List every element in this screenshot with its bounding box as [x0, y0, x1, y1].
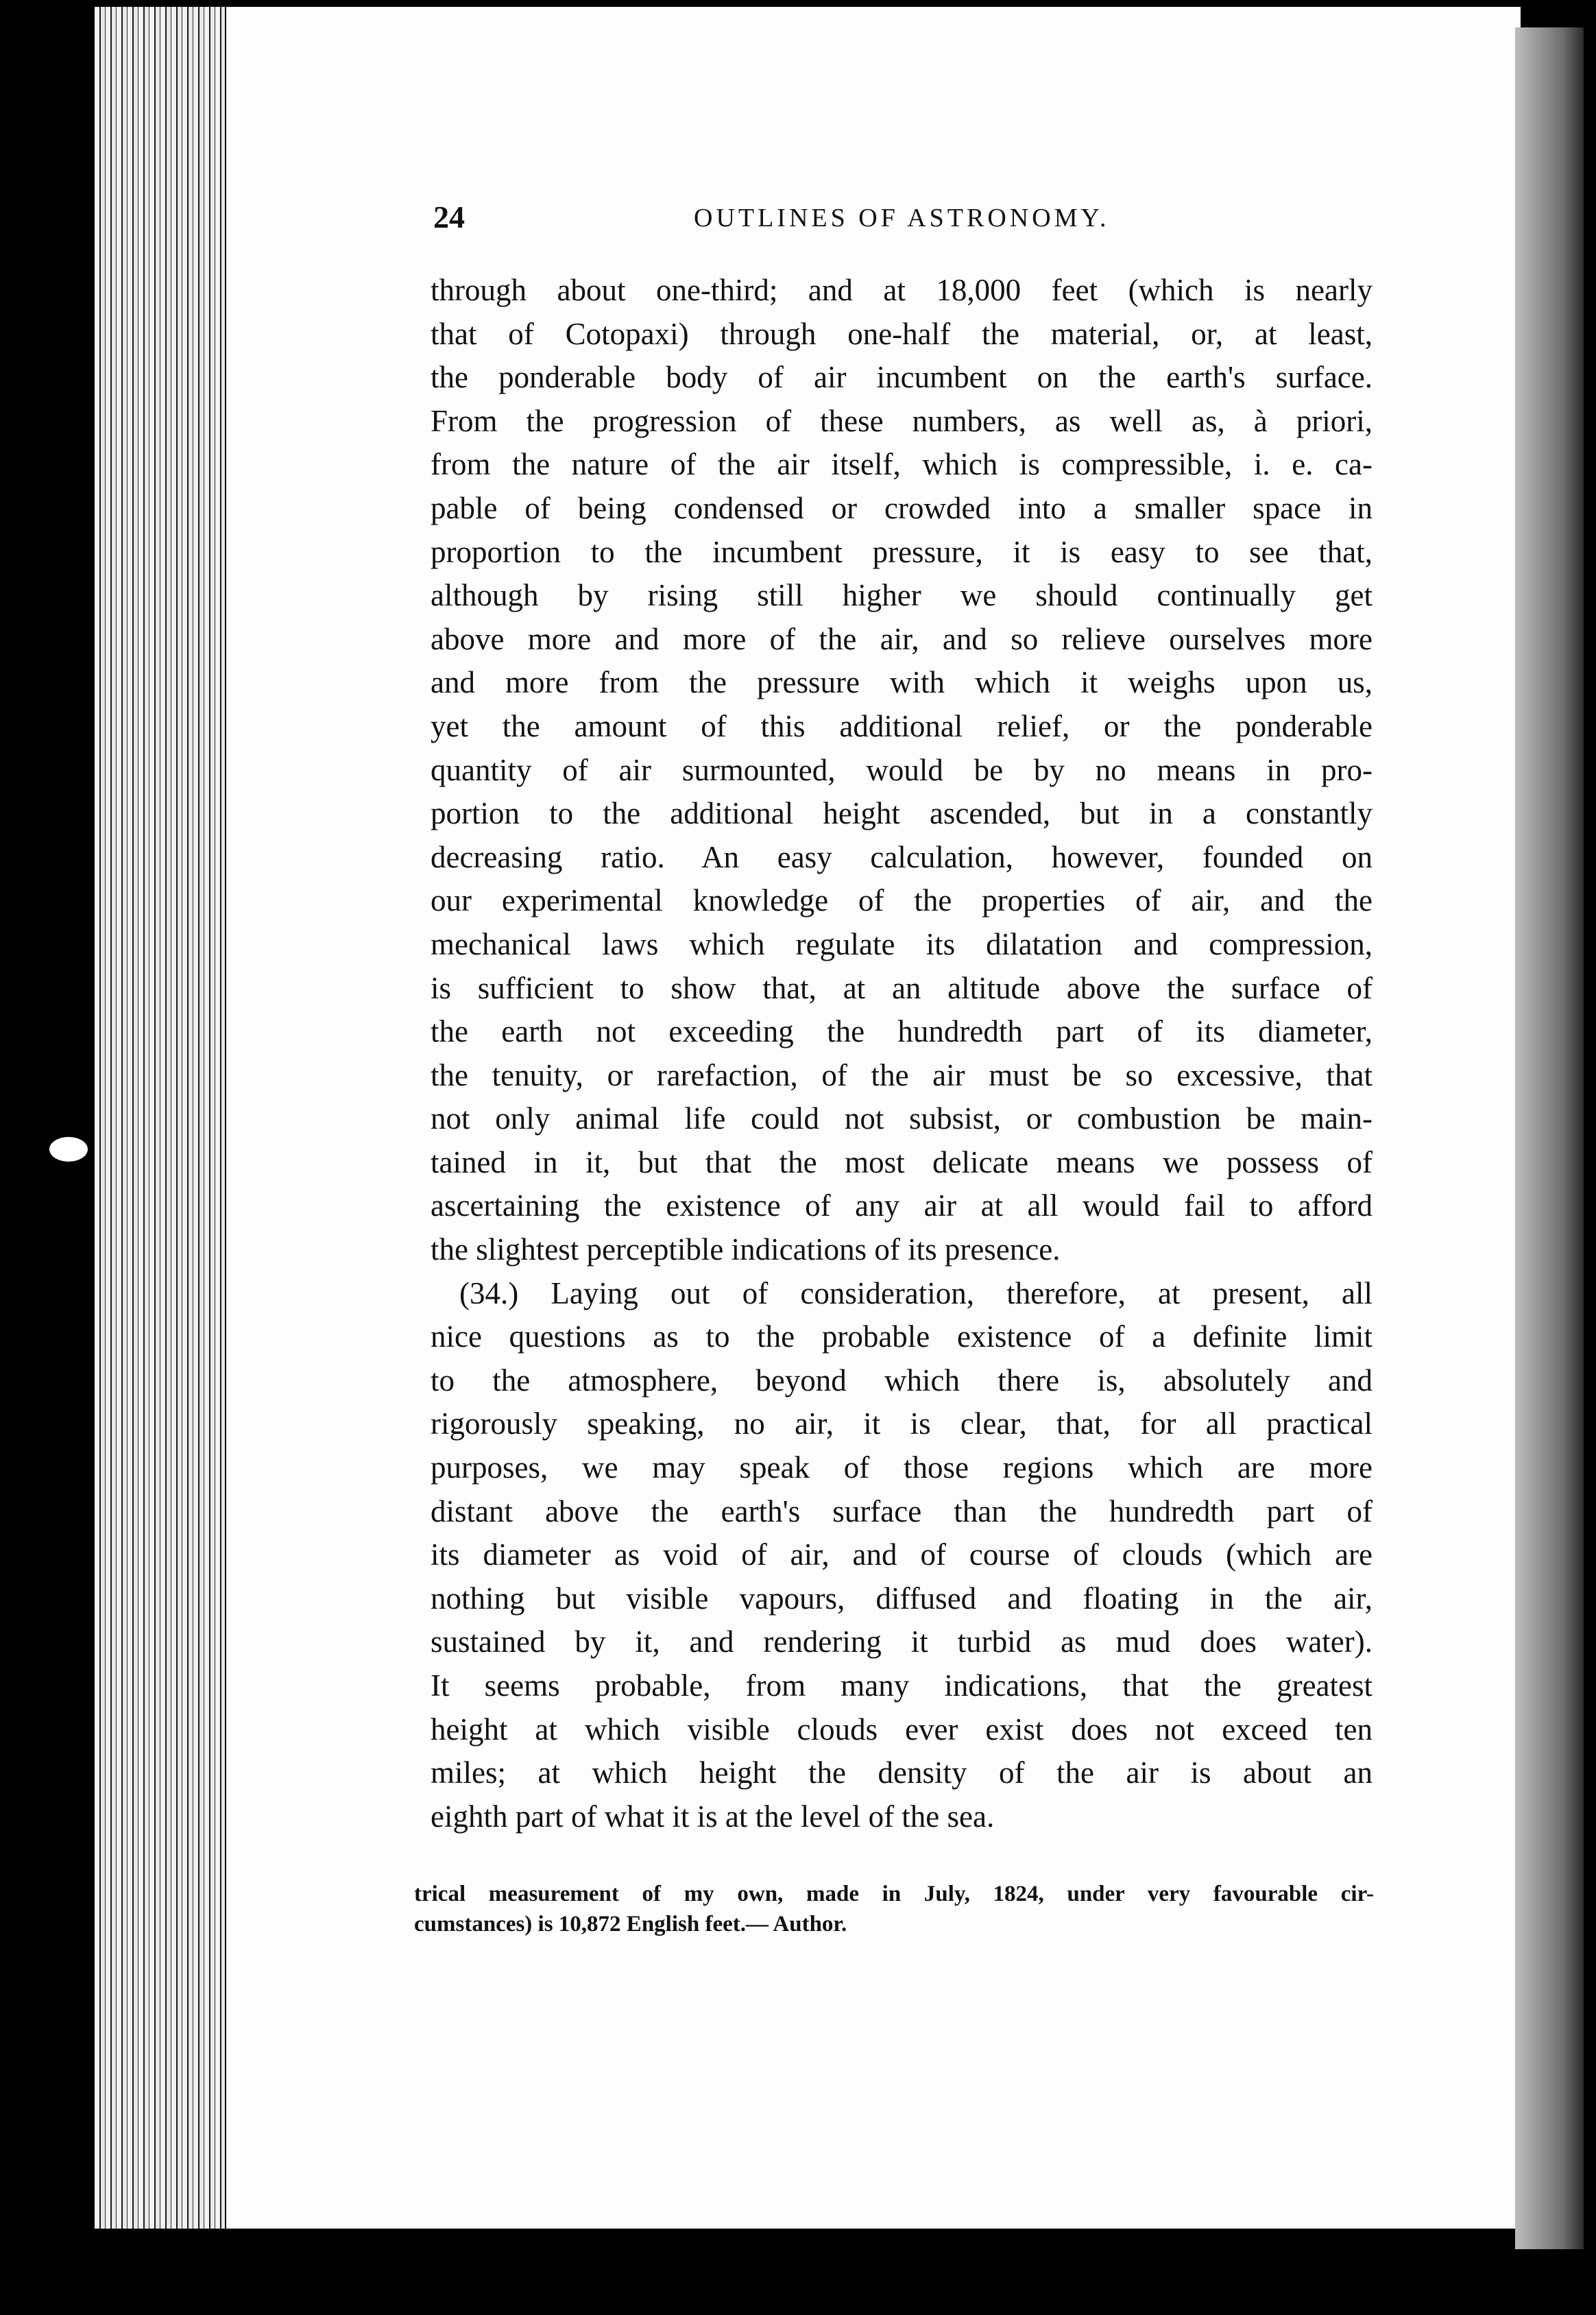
text-line: rigorously speaking, no air, it is clear, that, for all practical — [431, 1406, 1373, 1441]
text-line: sustained by it, and rendering it turbid as mud does water). — [431, 1624, 1373, 1659]
text-line: It seems probable, from many indications, that the greatest — [431, 1668, 1373, 1703]
text-line: decreasing ratio. An easy calculation, however, founded on — [431, 839, 1373, 874]
text-line: miles; at which height the density of the air is about an — [431, 1755, 1373, 1790]
running-title: OUTLINES OF ASTRONOMY. — [694, 204, 1110, 232]
book-page-edges — [95, 7, 225, 2229]
text-line: quantity of air surmounted, would be by no means in pro- — [431, 752, 1373, 787]
text-line: purposes, we may speak of those regions which are more — [431, 1450, 1373, 1485]
paper-blemish — [49, 1137, 88, 1162]
text-line: that of Cotopaxi) through one-half the material, or, at least, — [431, 316, 1373, 351]
text-line: although by rising still higher we should continually get — [431, 578, 1373, 613]
text-line: eighth part of what it is at the level of the sea. — [431, 1799, 995, 1834]
text-line: proportion to the incumbent pressure, it is easy to see that, — [431, 534, 1373, 569]
text-line: its diameter as void of air, and of course of clouds (which are — [431, 1537, 1373, 1572]
text-line: portion to the additional height ascended, but in a constantly — [431, 796, 1373, 831]
text-line: nice questions as to the probable existence of a definite limit — [431, 1319, 1373, 1354]
text-line: not only animal life could not subsist, or combustion be main- — [431, 1101, 1373, 1136]
text-line: through about one-third; and at 18,000 feet (which is nearly — [431, 273, 1373, 307]
text-line: our experimental knowledge of the properties of air, and the — [431, 883, 1373, 918]
footnote-line: cumstances) is 10,872 English feet.— Author. — [414, 1912, 847, 1936]
text-line: the tenuity, or rarefaction, of the air must be so excessive, that — [431, 1057, 1373, 1092]
text-line: to the atmosphere, beyond which there is, absolutely and — [431, 1363, 1373, 1398]
text-line: above more and more of the air, and so relieve ourselves more — [431, 621, 1373, 656]
text-line: nothing but visible vapours, diffused and floating in the air, — [431, 1581, 1373, 1616]
footnote — [414, 1879, 1374, 1939]
footnote-line: trical measurement of my own, made in July, 1824, under very favourable cir- — [414, 1882, 1374, 1906]
text-line: yet the amount of this additional relief, or the ponderable — [431, 708, 1373, 743]
text-line: ascertaining the existence of any air at all would fail to afford — [431, 1188, 1373, 1223]
text-line: distant above the earth's surface than the hundredth part of — [431, 1494, 1373, 1528]
text-line: pable of being condensed or crowded into a smaller space in — [431, 490, 1373, 525]
page-header — [433, 199, 1373, 247]
text-line: is sufficient to show that, at an altitude above the surface of — [431, 970, 1373, 1005]
text-line: and more from the pressure with which it weighs upon us, — [431, 665, 1373, 700]
text-line: the slightest perceptible indications of its presence. — [431, 1232, 1061, 1267]
text-line: the ponderable body of air incumbent on the earth's surface. — [431, 360, 1373, 395]
text-line: the earth not exceeding the hundredth part of its diameter, — [431, 1014, 1373, 1049]
page-gutter-shadow — [1515, 27, 1584, 2249]
text-line: tained in it, but that the most delicate means we possess of — [431, 1144, 1373, 1179]
text-line: From the progression of these numbers, as well as, à priori, — [431, 403, 1373, 438]
text-line: height at which visible clouds ever exist does not exceed ten — [431, 1712, 1373, 1747]
text-line: from the nature of the air itself, which is compressible, i. e. ca- — [431, 447, 1373, 482]
text-line: mechanical laws which regulate its dilatation and compression, — [431, 926, 1373, 961]
text-line: (34.) Laying out of consideration, therefore, at present, all — [459, 1275, 1373, 1310]
page-number: 24 — [433, 200, 465, 235]
body-text — [431, 269, 1373, 1838]
